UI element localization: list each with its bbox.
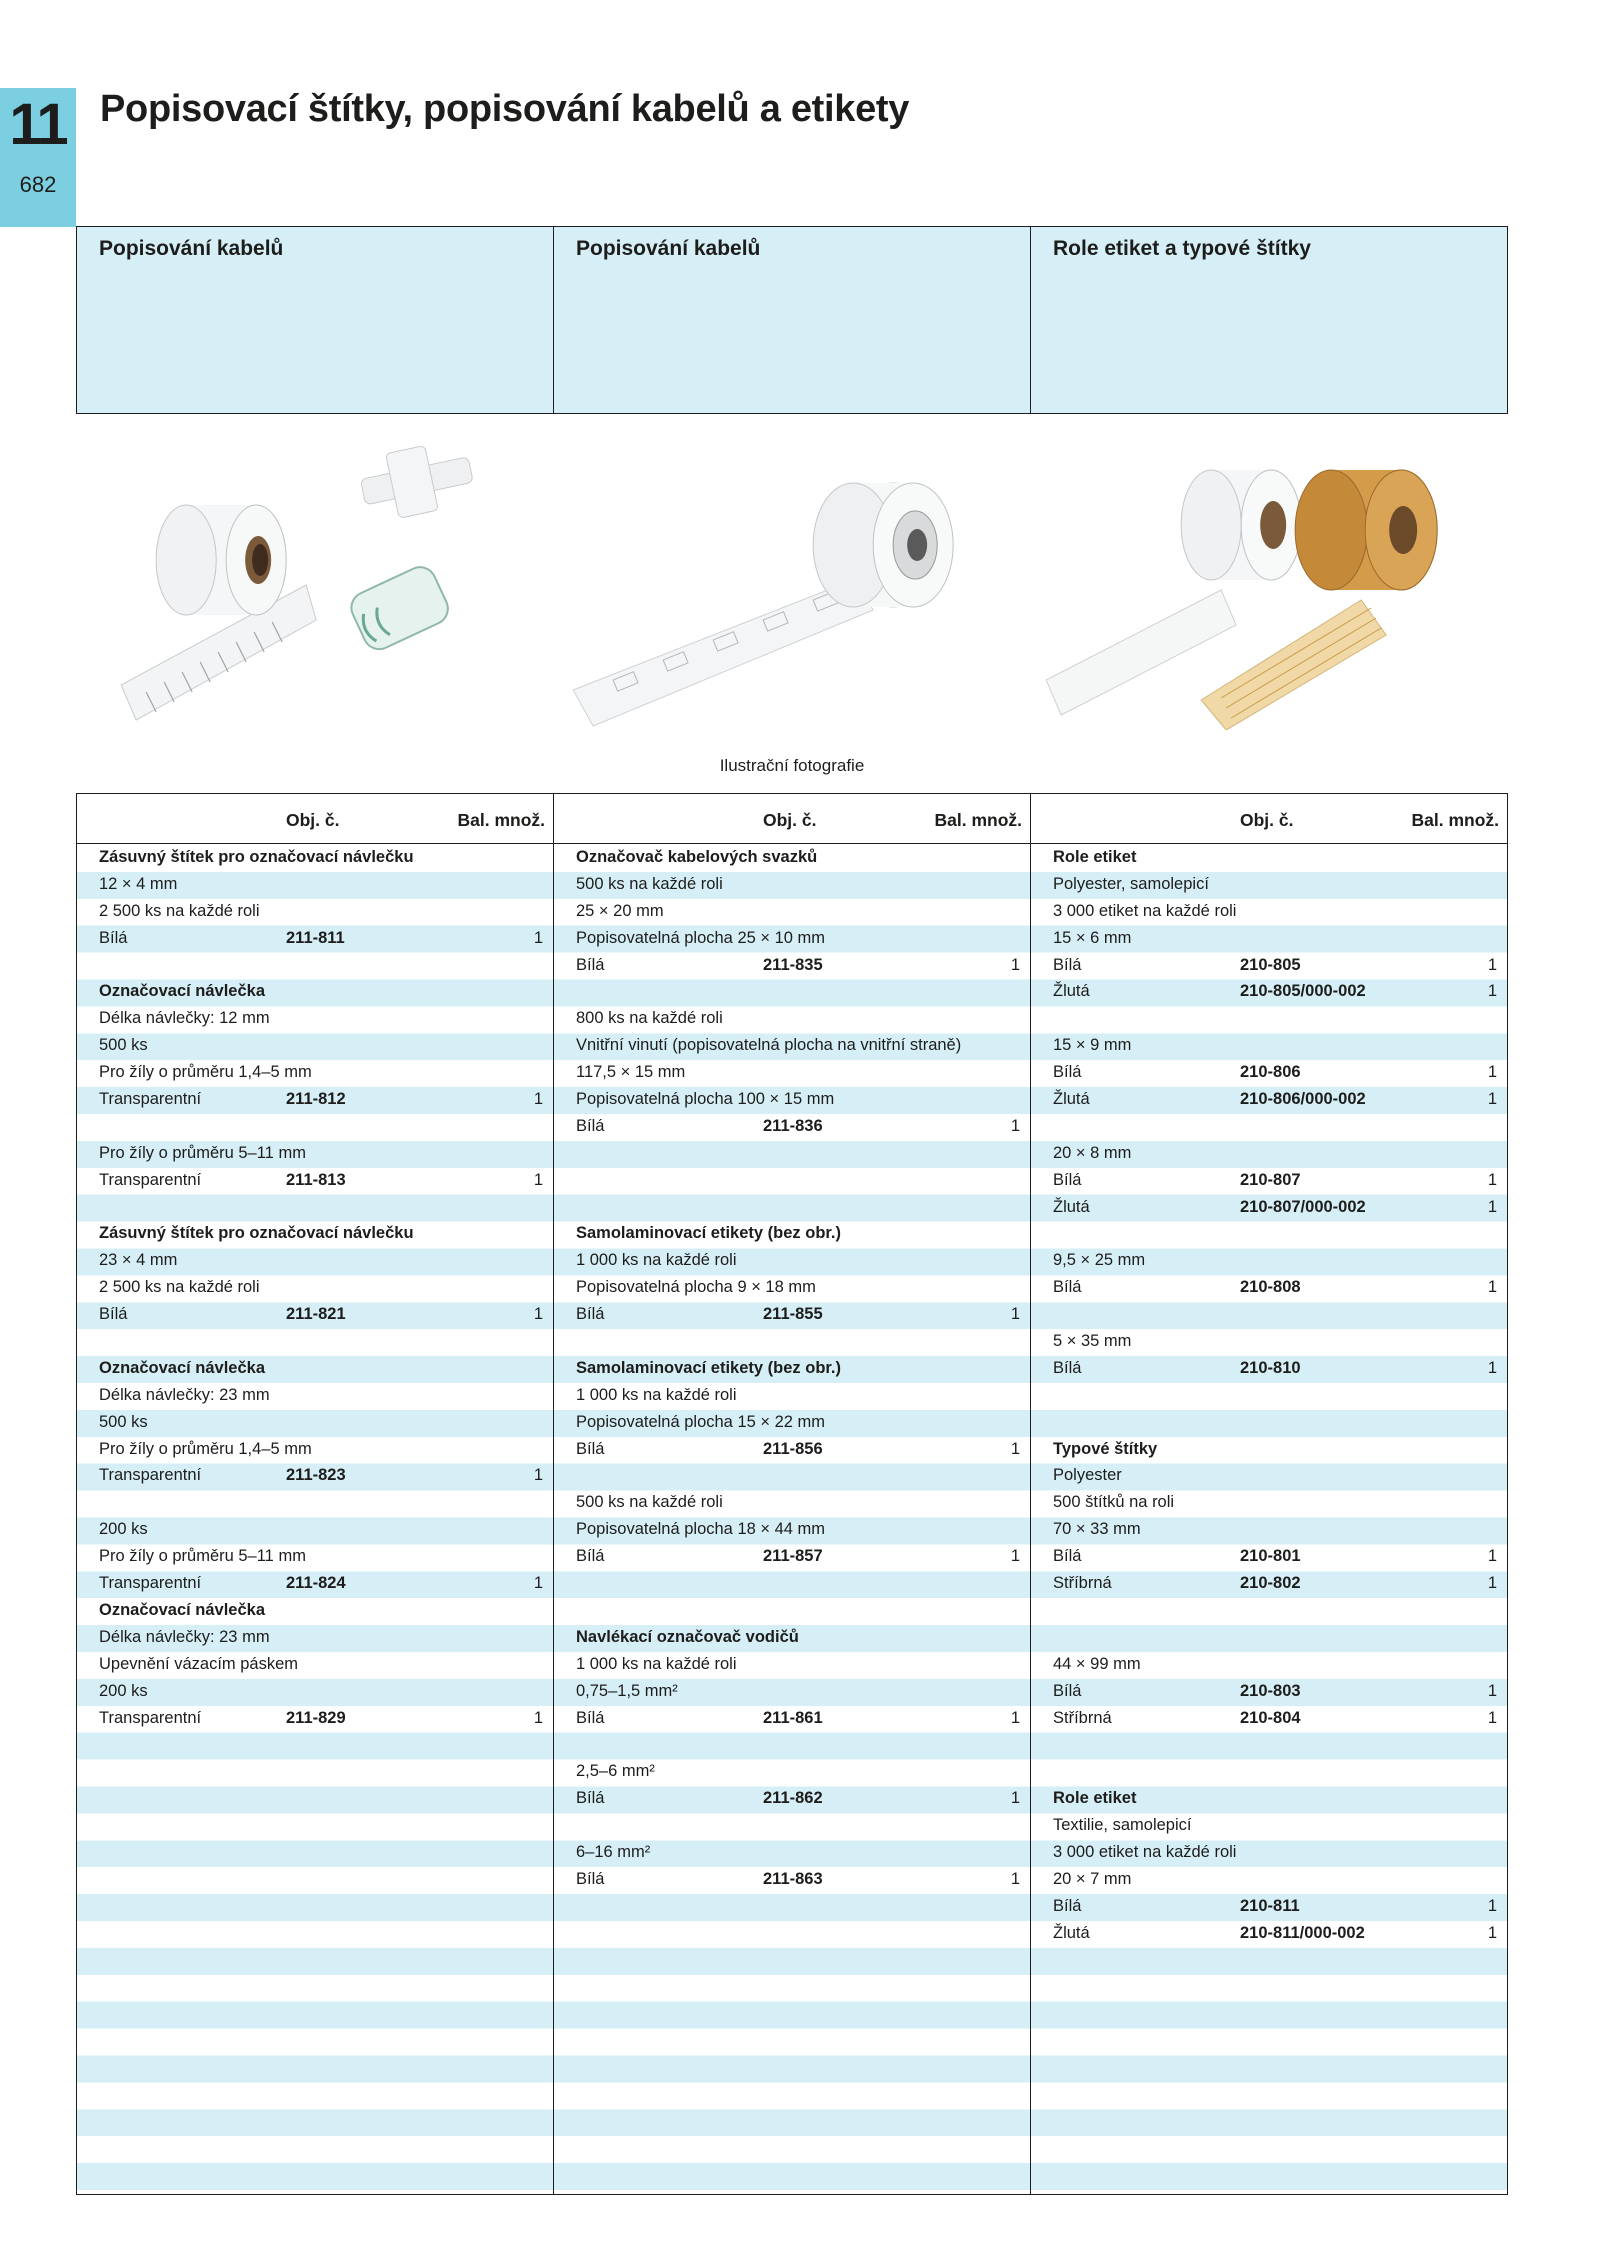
row-text: 1 000 ks na každé roli xyxy=(576,1654,737,1673)
table-row xyxy=(554,1678,1030,1705)
product-photo-3-image xyxy=(1031,430,1508,730)
table-row xyxy=(1031,1005,1507,1032)
photo-cable-bundle-marker xyxy=(553,430,1030,730)
product-table xyxy=(76,793,1508,2195)
pack-quantity: 1 xyxy=(533,1466,543,1485)
row-text: Bílá xyxy=(576,1869,605,1888)
pack-quantity: 1 xyxy=(1487,1090,1497,1109)
table-row xyxy=(1031,1382,1507,1409)
table-row xyxy=(554,1597,1030,1624)
pack-quantity: 1 xyxy=(533,1170,543,1189)
table-row xyxy=(77,1247,553,1274)
row-text: Bílá xyxy=(1053,1681,1082,1700)
row-text: Bílá xyxy=(576,1305,605,1324)
row-text: 15 × 6 mm xyxy=(1053,928,1132,947)
pack-quantity: 1 xyxy=(533,1708,543,1727)
row-text: 25 × 20 mm xyxy=(576,901,664,920)
table-row xyxy=(1031,1220,1507,1247)
row-text: Bílá xyxy=(1053,1170,1082,1189)
pack-quantity: 1 xyxy=(1487,955,1497,974)
product-row xyxy=(1031,1893,1507,1920)
order-number: 211-824 xyxy=(286,1574,346,1593)
table-row xyxy=(554,925,1030,952)
row-text: Transparentní xyxy=(99,1090,202,1109)
table-row xyxy=(1031,1651,1507,1678)
section-header-2: Popisování kabelů xyxy=(553,227,1030,413)
section-heading-row xyxy=(77,1355,553,1382)
table-row xyxy=(77,1140,553,1167)
table-row xyxy=(1031,1032,1507,1059)
order-number: 210-811/000-002 xyxy=(1240,1923,1365,1942)
order-number: 211-835 xyxy=(763,955,823,974)
product-row xyxy=(554,1436,1030,1463)
product-row xyxy=(1031,1543,1507,1570)
order-number: 211-811 xyxy=(286,928,345,947)
header-order-number: Obj. č. xyxy=(763,810,817,830)
pack-quantity: 1 xyxy=(1487,1547,1497,1566)
table-column xyxy=(77,794,553,2194)
table-row xyxy=(1031,1597,1507,1624)
row-text: 500 ks na každé roli xyxy=(576,1493,723,1512)
row-text: 800 ks na každé roli xyxy=(576,1009,723,1028)
product-row xyxy=(1031,1920,1507,1947)
row-text: 15 × 9 mm xyxy=(1053,1036,1132,1055)
product-row xyxy=(77,1705,553,1732)
header-pack-quantity: Bal. množ. xyxy=(457,810,545,830)
group-title: Označovací návlečka xyxy=(99,982,266,1001)
table-row xyxy=(77,1328,553,1355)
table-row xyxy=(554,1839,1030,1866)
order-number: 210-807/000-002 xyxy=(1240,1197,1366,1216)
pack-quantity: 1 xyxy=(533,1305,543,1324)
row-text: 2 500 ks na každé roli xyxy=(99,1278,260,1297)
row-text: Bílá xyxy=(1053,1547,1082,1566)
product-row xyxy=(1031,1705,1507,1732)
table-row xyxy=(554,1140,1030,1167)
product-row xyxy=(554,952,1030,979)
product-row xyxy=(1031,1570,1507,1597)
table-row xyxy=(1031,925,1507,952)
pack-quantity: 1 xyxy=(1010,1547,1020,1566)
product-row xyxy=(554,1785,1030,1812)
table-row xyxy=(554,1032,1030,1059)
table-row xyxy=(77,1436,553,1463)
pack-quantity: 1 xyxy=(1487,1063,1497,1082)
row-text: Bílá xyxy=(1053,1278,1082,1297)
table-row xyxy=(1031,1624,1507,1651)
product-row xyxy=(1031,1059,1507,1086)
row-text: Transparentní xyxy=(99,1574,202,1593)
row-text: 5 × 35 mm xyxy=(1053,1332,1132,1351)
row-text: Bílá xyxy=(1053,1358,1082,1377)
row-text: Transparentní xyxy=(99,1466,202,1485)
row-text: 200 ks xyxy=(99,1681,148,1700)
row-text: 500 štítků na roli xyxy=(1053,1493,1175,1512)
section-heading-row xyxy=(1031,1436,1507,1463)
product-row xyxy=(77,1086,553,1113)
pack-quantity: 1 xyxy=(1010,1116,1020,1135)
row-text: Bílá xyxy=(576,1547,605,1566)
group-title: Zásuvný štítek pro označovací návlečku xyxy=(99,1224,414,1243)
table-row xyxy=(77,1113,553,1140)
row-text: Bílá xyxy=(576,1708,605,1727)
table-row xyxy=(554,1328,1030,1355)
order-number: 210-801 xyxy=(1240,1547,1301,1566)
section-heading-row xyxy=(554,1220,1030,1247)
table-row xyxy=(77,1651,553,1678)
row-text: 44 × 99 mm xyxy=(1053,1654,1141,1673)
row-text: Žlutá xyxy=(1053,1090,1090,1109)
row-text: Délka návlečky: 12 mm xyxy=(99,1009,270,1028)
page-number: 682 xyxy=(19,172,57,197)
row-text: Popisovatelná plocha 9 × 18 mm xyxy=(576,1278,816,1297)
row-text: Stříbrná xyxy=(1053,1708,1112,1727)
table-row xyxy=(77,1543,553,1570)
row-text: Bílá xyxy=(576,1789,605,1808)
table-row xyxy=(1031,1301,1507,1328)
row-text: Bílá xyxy=(576,955,605,974)
chapter-number: 11 xyxy=(9,92,67,157)
pack-quantity: 1 xyxy=(1487,1358,1497,1377)
table-row xyxy=(77,1005,553,1032)
table-row xyxy=(1031,1516,1507,1543)
product-photo-2-image xyxy=(553,430,1030,730)
product-row xyxy=(1031,1678,1507,1705)
section-heading-row xyxy=(554,1355,1030,1382)
row-text: 117,5 × 15 mm xyxy=(576,1063,686,1082)
table-row xyxy=(77,1489,553,1516)
pack-quantity: 1 xyxy=(1010,1708,1020,1727)
table-row xyxy=(554,1005,1030,1032)
order-number: 211-812 xyxy=(286,1090,346,1109)
pack-quantity: 1 xyxy=(533,1574,543,1593)
table-row xyxy=(1031,1247,1507,1274)
order-number: 211-863 xyxy=(763,1869,823,1888)
table-row xyxy=(554,871,1030,898)
header-pack-quantity: Bal. množ. xyxy=(1411,810,1499,830)
product-row xyxy=(554,1705,1030,1732)
group-title: Označovací návlečka xyxy=(99,1600,266,1619)
product-row xyxy=(77,1301,553,1328)
row-text: Bílá xyxy=(1053,1063,1082,1082)
table-row xyxy=(77,898,553,925)
table-row xyxy=(1031,1328,1507,1355)
table-row xyxy=(1031,1758,1507,1785)
table-row xyxy=(77,871,553,898)
row-text: Žlutá xyxy=(1053,1923,1090,1942)
section-heading-row xyxy=(554,1624,1030,1651)
product-row xyxy=(554,1301,1030,1328)
pack-quantity: 1 xyxy=(533,1090,543,1109)
order-number: 211-829 xyxy=(286,1708,346,1727)
order-number: 211-836 xyxy=(763,1116,823,1135)
pack-quantity: 1 xyxy=(1487,982,1497,1001)
row-text: Bílá xyxy=(99,928,128,947)
product-photos xyxy=(76,430,1508,730)
pack-quantity: 1 xyxy=(1487,1170,1497,1189)
row-text: Žlutá xyxy=(1053,982,1090,1001)
table-row xyxy=(554,1812,1030,1839)
table-row xyxy=(1031,898,1507,925)
product-row xyxy=(1031,1167,1507,1194)
table-row xyxy=(554,1651,1030,1678)
order-number: 211-862 xyxy=(763,1789,823,1808)
table-column xyxy=(1030,794,1507,2194)
column-header xyxy=(1031,794,1507,844)
row-text: 1 000 ks na každé roli xyxy=(576,1251,737,1270)
product-row xyxy=(77,925,553,952)
photo-label-roll-and-sleeves xyxy=(76,430,553,730)
section-heading-row xyxy=(77,844,553,871)
photo-caption: Ilustrační fotografie xyxy=(719,756,865,775)
row-text: Transparentní xyxy=(99,1170,202,1189)
table-row xyxy=(77,1382,553,1409)
pack-quantity: 1 xyxy=(1487,1708,1497,1727)
table-row xyxy=(554,1086,1030,1113)
row-text: 500 ks xyxy=(99,1036,148,1055)
row-text: 23 × 4 mm xyxy=(99,1251,178,1270)
row-text: Vnitřní vinutí (popisovatelná plocha na vnitřní straně) xyxy=(576,1036,962,1055)
order-number: 211-821 xyxy=(286,1305,346,1324)
product-row xyxy=(1031,1355,1507,1382)
row-text: 2,5–6 mm² xyxy=(576,1762,655,1781)
row-text: Popisovatelná plocha 100 × 15 mm xyxy=(576,1090,835,1109)
table-row xyxy=(1031,1489,1507,1516)
table-row xyxy=(554,1247,1030,1274)
section-heading-row xyxy=(77,978,553,1005)
row-text: 3 000 etiket na každé roli xyxy=(1053,901,1237,920)
table-row xyxy=(554,1059,1030,1086)
row-text: Bílá xyxy=(1053,955,1082,974)
product-row xyxy=(554,1866,1030,1893)
group-title: Navlékací označovač vodičů xyxy=(576,1627,799,1646)
table-row xyxy=(1031,1462,1507,1489)
row-text: Délka návlečky: 23 mm xyxy=(99,1627,270,1646)
table-row xyxy=(1031,1812,1507,1839)
product-row xyxy=(1031,1086,1507,1113)
pack-quantity: 1 xyxy=(1487,1896,1497,1915)
row-text: 0,75–1,5 mm² xyxy=(576,1681,678,1700)
table-row xyxy=(77,1274,553,1301)
table-row xyxy=(1031,1113,1507,1140)
row-text: Pro žíly o průměru 5–11 mm xyxy=(99,1143,306,1162)
pack-quantity: 1 xyxy=(1487,1681,1497,1700)
group-title: Zásuvný štítek pro označovací návlečku xyxy=(99,848,414,866)
group-title: Samolaminovací etikety (bez obr.) xyxy=(576,1358,841,1377)
product-row xyxy=(1031,1274,1507,1301)
table-row xyxy=(554,1570,1030,1597)
row-text: Bílá xyxy=(1053,1896,1082,1915)
pack-quantity: 1 xyxy=(1010,955,1020,974)
group-title: Role etiket xyxy=(1053,1789,1137,1808)
order-number: 211-823 xyxy=(286,1466,346,1485)
photo-label-rolls xyxy=(1031,430,1508,730)
group-title: Označovač kabelových svazků xyxy=(576,848,818,866)
pack-quantity: 1 xyxy=(1487,1278,1497,1297)
table-row xyxy=(554,978,1030,1005)
row-text: 500 ks na každé roli xyxy=(576,874,723,893)
order-number: 210-805 xyxy=(1240,955,1301,974)
table-row xyxy=(77,1678,553,1705)
order-number: 210-804 xyxy=(1240,1708,1301,1727)
table-column xyxy=(553,794,1030,2194)
row-text: Polyester, samolepicí xyxy=(1053,874,1209,893)
row-text: Délka návlečky: 23 mm xyxy=(99,1385,270,1404)
pack-quantity: 1 xyxy=(533,928,543,947)
row-text: Popisovatelná plocha 18 × 44 mm xyxy=(576,1520,826,1539)
pack-quantity: 1 xyxy=(1487,1197,1497,1216)
column-header xyxy=(554,794,1030,844)
table-row xyxy=(554,1167,1030,1194)
pack-quantity: 1 xyxy=(1487,1923,1497,1942)
order-number: 210-803 xyxy=(1240,1681,1301,1700)
row-text: Bílá xyxy=(576,1439,605,1458)
table-row xyxy=(554,1274,1030,1301)
order-number: 210-805/000-002 xyxy=(1240,982,1366,1001)
row-text: Textilie, samolepicí xyxy=(1053,1816,1192,1835)
group-title: Typové štítky xyxy=(1053,1439,1158,1458)
table-row xyxy=(77,1194,553,1221)
pack-quantity: 1 xyxy=(1010,1869,1020,1888)
order-number: 210-806/000-002 xyxy=(1240,1090,1366,1109)
row-text: Bílá xyxy=(99,1305,128,1324)
row-text: Žlutá xyxy=(1053,1197,1090,1216)
row-text: Pro žíly o průměru 5–11 mm xyxy=(99,1547,306,1566)
row-text: 3 000 etiket na každé roli xyxy=(1053,1842,1237,1861)
row-text: Pro žíly o průměru 1,4–5 mm xyxy=(99,1439,312,1458)
table-row xyxy=(554,1516,1030,1543)
row-text: Pro žíly o průměru 1,4–5 mm xyxy=(99,1063,312,1082)
table-row xyxy=(554,1462,1030,1489)
table-row xyxy=(554,898,1030,925)
row-text: Popisovatelná plocha 25 × 10 mm xyxy=(576,928,826,947)
table-row xyxy=(1031,871,1507,898)
table-row xyxy=(77,1516,553,1543)
product-row xyxy=(1031,978,1507,1005)
table-row xyxy=(554,1489,1030,1516)
table-row xyxy=(1031,1140,1507,1167)
column-rows xyxy=(77,844,553,1731)
group-title: Označovací návlečka xyxy=(99,1358,266,1377)
row-text: 500 ks xyxy=(99,1412,148,1431)
pack-quantity: 1 xyxy=(1010,1789,1020,1808)
order-number: 210-811 xyxy=(1240,1896,1300,1915)
group-title: Samolaminovací etikety (bez obr.) xyxy=(576,1224,841,1243)
pack-quantity: 1 xyxy=(1010,1305,1020,1324)
order-number: 210-802 xyxy=(1240,1574,1301,1593)
column-header xyxy=(77,794,553,844)
row-text: Bílá xyxy=(576,1116,605,1135)
table-row xyxy=(1031,1839,1507,1866)
row-text: 20 × 7 mm xyxy=(1053,1869,1132,1888)
order-number: 211-813 xyxy=(286,1170,346,1189)
order-number: 210-808 xyxy=(1240,1278,1301,1297)
table-row xyxy=(554,1731,1030,1758)
column-rows xyxy=(554,844,1030,1893)
table-row xyxy=(1031,1409,1507,1436)
order-number: 210-806 xyxy=(1240,1063,1301,1082)
row-text: 20 × 8 mm xyxy=(1053,1143,1132,1162)
section-heading-row xyxy=(554,844,1030,871)
row-text: 9,5 × 25 mm xyxy=(1053,1251,1146,1270)
group-title: Role etiket xyxy=(1053,848,1137,866)
header-pack-quantity: Bal. množ. xyxy=(934,810,1022,830)
table-row xyxy=(554,1758,1030,1785)
table-row xyxy=(77,952,553,979)
product-row xyxy=(554,1543,1030,1570)
order-number: 211-857 xyxy=(763,1547,823,1566)
table-row xyxy=(1031,1731,1507,1758)
section-heading-row xyxy=(1031,1785,1507,1812)
row-text: Transparentní xyxy=(99,1708,202,1727)
table-row xyxy=(77,1032,553,1059)
row-text: 70 × 33 mm xyxy=(1053,1520,1141,1539)
table-row xyxy=(1031,1866,1507,1893)
product-row xyxy=(77,1462,553,1489)
row-text: Upevnění vázacím páskem xyxy=(99,1654,299,1673)
pack-quantity: 1 xyxy=(1487,1574,1497,1593)
section-header-1: Popisování kabelů xyxy=(99,237,284,260)
row-text: Polyester xyxy=(1053,1466,1122,1485)
row-text: 200 ks xyxy=(99,1520,148,1539)
product-row xyxy=(77,1167,553,1194)
product-row xyxy=(554,1113,1030,1140)
header-order-number: Obj. č. xyxy=(1240,810,1294,830)
order-number: 211-855 xyxy=(763,1305,823,1324)
section-header-box xyxy=(76,226,1508,414)
order-number: 211-856 xyxy=(763,1439,823,1458)
section-heading-row xyxy=(77,1220,553,1247)
product-photo-1-image xyxy=(76,430,553,730)
order-number: 210-807 xyxy=(1240,1170,1301,1189)
section-heading-row xyxy=(1031,844,1507,871)
product-row xyxy=(77,1570,553,1597)
row-text: 6–16 mm² xyxy=(576,1842,651,1861)
table-row xyxy=(77,1059,553,1086)
table-row xyxy=(554,1409,1030,1436)
row-text: 2 500 ks na každé roli xyxy=(99,901,260,920)
product-row xyxy=(1031,952,1507,979)
section-heading-row xyxy=(77,1597,553,1624)
row-text: 1 000 ks na každé roli xyxy=(576,1385,737,1404)
order-number: 210-810 xyxy=(1240,1358,1301,1377)
product-row xyxy=(1031,1194,1507,1221)
order-number: 211-861 xyxy=(763,1708,823,1727)
section-header-3: Role etiket a typové štítky xyxy=(1030,227,1507,413)
pack-quantity: 1 xyxy=(1010,1439,1020,1458)
column-rows xyxy=(1031,844,1507,1947)
row-text: 12 × 4 mm xyxy=(99,874,178,893)
row-text: Stříbrná xyxy=(1053,1574,1112,1593)
table-row xyxy=(77,1624,553,1651)
table-row xyxy=(77,1409,553,1436)
row-text: Popisovatelná plocha 15 × 22 mm xyxy=(576,1412,826,1431)
table-row xyxy=(554,1382,1030,1409)
table-row xyxy=(554,1194,1030,1221)
page-title: Popisovací štítky, popisování kabelů a etikety xyxy=(100,88,910,130)
header-order-number: Obj. č. xyxy=(286,810,340,830)
